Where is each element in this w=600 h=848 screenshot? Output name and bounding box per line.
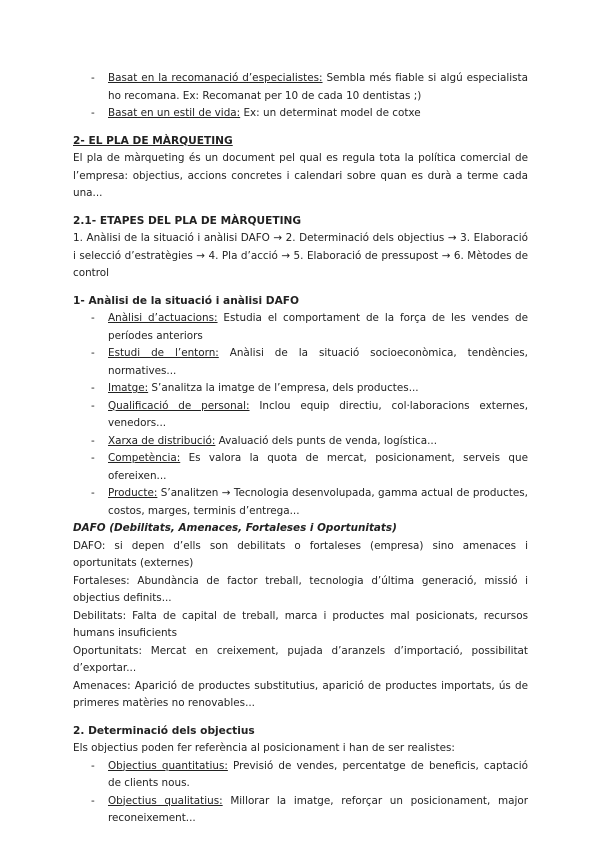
list-item [73,450,528,485]
dafo-paragraph: Oportunitats: Mercat en creixement, pujada d’aranzels d’importació, possibilitat d’exportar... [73,644,528,674]
section-2-title: 2- EL PLA DE MÀRQUETING [73,134,233,147]
list-item [73,380,528,398]
list-item-key: Xarxa de distribució: [108,434,216,447]
list-dash: - [91,399,95,412]
dafo-paragraph: Debilitats: Falta de capital de treball, marca i productes mal posicionats, recursos humans insuficients [73,609,528,639]
document-page [73,70,528,828]
list-item-key: Estudi de l’entorn: [108,347,219,359]
list-dash: - [91,759,95,772]
dafo-paragraph: Amenaces: Aparició de productes substitutius, aparició de productes importats, ús de primeres matèries no renovables... [73,679,528,709]
list-item [73,433,528,451]
list-dash: - [91,107,95,119]
list-item-text: Estudia el comportament de la força de les vendes de períodes anteriors [108,312,528,342]
list-item-text: Sembla més fiable si algú especialista ho recomana. Ex: Recomanat per 10 de cada 10 dentistas ;) [108,72,528,102]
list-item-key: Qualificació de personal: [108,399,250,412]
list-dash: - [91,347,95,359]
intro-list [73,70,528,123]
dafo-paragraph: Fortaleses: Abundància de factor treball, tecnologia d’última generació, missió i objectius definits... [73,574,528,604]
list-item [73,105,528,123]
section-2-1-body: 1. Anàlisi de la situació i anàlisi DAFO → 2. Determinació dels objectius → 3. Elaboració i selecció d’estratègies → 4. Pla d’acció → 5. Elaboració de pressupost → 6. Mètodes de control [73,232,528,279]
list-item [73,398,528,433]
list-item-text: Avaluació dels punts de venda, logística... [215,434,438,447]
list-item-key: Objectius quantitatius: [108,759,228,772]
section-2-1-title: 2.1- ETAPES DEL PLA DE MÀRQUETING [73,214,302,227]
list-dash: - [91,312,95,324]
list-item-text: Ex: un determinat model de cotxe [240,107,421,119]
list-item [73,70,528,105]
list-item [73,758,528,793]
list-item-key: Competència: [108,452,181,464]
objectives-title: 2. Determinació dels objectius [73,724,255,737]
list-item-key: Basat en la recomanació d’especialistes: [108,72,323,84]
list-item-key: Objectius qualitatius: [108,794,223,807]
dafo-title: DAFO (Debilitats, Amenaces, Fortaleses i Oportunitats) [73,522,397,534]
objectives-body: Els objectius poden fer referència al posicionament i han de ser realistes: [73,742,455,754]
list-item-text: S’analitzen → Tecnologia desenvolupada, gamma actual de productes, costos, marges, terminis d’entrega... [108,487,528,517]
list-dash: - [91,487,95,499]
list-item-text: Inclou equip directiu, col·laboracions externes, venedors... [108,399,529,429]
list-dash: - [91,452,95,464]
list-dash: - [91,382,95,394]
list-item [73,310,528,345]
objectives-list [73,758,528,828]
list-item [73,345,528,380]
list-item-text: Millorar la imatge, reforçar un posicionament, major reconeixement... [108,794,528,824]
list-dash: - [91,72,95,84]
analysis-title: 1- Anàlisi de la situació i anàlisi DAFO [73,294,300,307]
list-item-key: Basat en un estil de vida: [108,107,241,119]
list-item-text: Es valora la quota de mercat, posicionament, serveis que ofereixen... [108,452,528,482]
list-item-text: Anàlisi de la situació socioeconòmica, tendències, normatives... [108,347,528,377]
list-item [73,793,528,828]
list-item-key: Anàlisi d’actuacions: [108,312,218,324]
analysis-list [73,310,528,520]
list-item-key: Producte: [108,487,158,499]
list-item-key: Imatge: [108,382,149,394]
section-2-body: El pla de màrqueting és un document pel qual es regula tota la política comercial de l’empresa: objectius, accions concretes i calendari sobre quan es durà a terme cada una... [73,152,528,199]
list-item-text: S’analitza la imatge de l’empresa, dels productes... [148,382,419,394]
list-item-text: Previsió de vendes, percentatge de beneficis, captació de clients nous. [108,759,528,789]
dafo-paragraph: DAFO: si depen d’ells son debilitats o fortaleses (empresa) sino amenaces i oportunitats (externes) [73,539,528,569]
list-dash: - [91,434,95,447]
list-item [73,485,528,520]
list-dash: - [91,794,95,807]
